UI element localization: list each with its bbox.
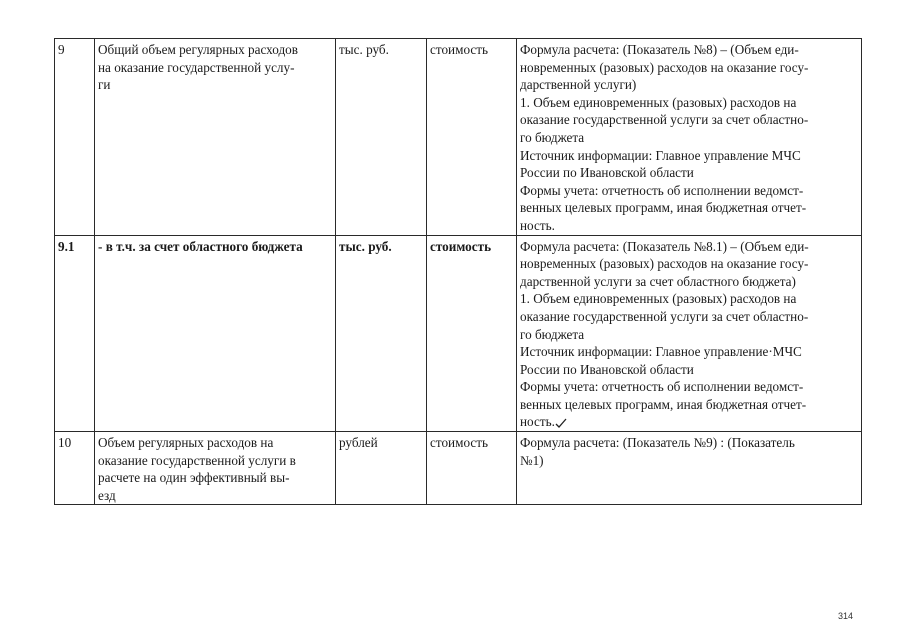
indicator-name-cell: - в т.ч. за счет областного бюджета bbox=[95, 235, 336, 432]
unit-cell: рублей bbox=[336, 432, 427, 505]
row-number-cell: 9.1 bbox=[55, 235, 95, 432]
unit-cell: тыс. руб. bbox=[336, 39, 427, 236]
row-number-cell: 10 bbox=[55, 432, 95, 505]
handwritten-check-mark bbox=[555, 418, 567, 428]
indicator-type-cell: стоимость bbox=[427, 432, 517, 505]
calculation-description-cell: Формула расчета: (Показатель №8) – (Объем еди- новременных (разовых) расходов на оказание госу- дарственной услуги) 1. Объем единовременных (разовых) расходов на оказание государственной услуги за счет областно- го бюджета Источник информации: Главное управление МЧС России по Ивановской области Формы учета: отчетность об исполнении ведомст- венных целевых программ, иная бюджетная отчет- ность. bbox=[517, 39, 862, 236]
unit-cell: тыс. руб. bbox=[336, 235, 427, 432]
indicator-table bbox=[54, 38, 862, 505]
calculation-description-cell: Формула расчета: (Показатель №8.1) – (Объем еди- новременных (разовых) расходов на оказание госу- дарственной услуги за счет областного бюджета) 1. Объем единовременных (разовых) расходов на оказание государственной услуги за счет областно- го бюджета Источник информации: Главное управление·МЧС России по Ивановской области Формы учета: отчетность об исполнении ведомст- венных целевых программ, иная бюджетная отчет- ность. bbox=[517, 235, 862, 432]
calculation-description-cell: Формула расчета: (Показатель №9) : (Показатель №1) bbox=[517, 432, 862, 505]
row-number-cell: 9 bbox=[55, 39, 95, 236]
table-row bbox=[55, 39, 862, 236]
indicator-name-cell: Объем регулярных расходов на оказание государственной услуги в расчете на один эффективный вы- езд bbox=[95, 432, 336, 505]
indicator-name-cell: Общий объем регулярных расходов на оказание государственной услу- ги bbox=[95, 39, 336, 236]
indicator-type-cell: стоимость bbox=[427, 39, 517, 236]
indicator-type-cell: стоимость bbox=[427, 235, 517, 432]
table-row bbox=[55, 235, 862, 432]
table-row bbox=[55, 432, 862, 505]
page-number: 314 bbox=[838, 611, 854, 621]
